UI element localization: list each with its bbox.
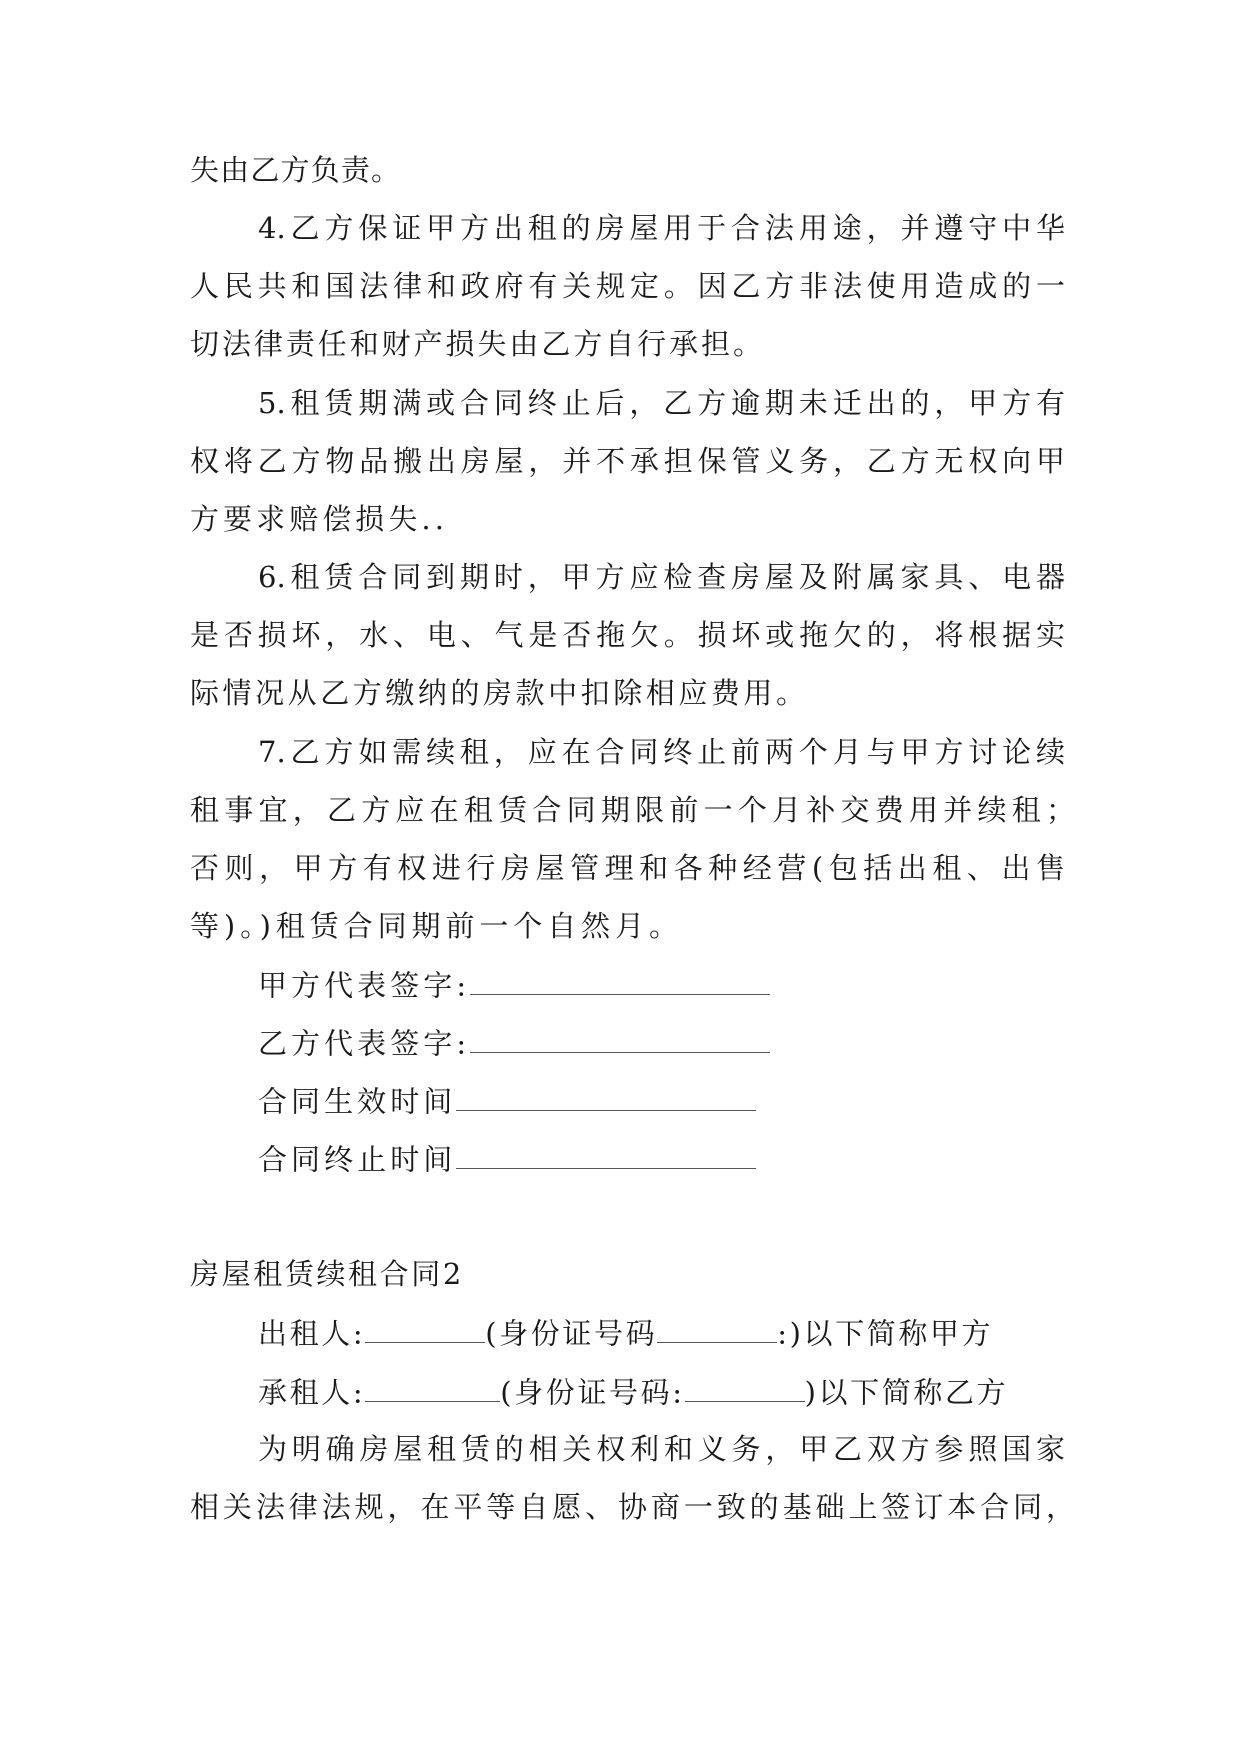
clause-7-line-4: 等)。)租赁合同期前一个自然月。 <box>190 909 678 943</box>
clause-6-line-1: 6.租赁合同到期时，甲方应检查房屋及附属家具、电器 <box>258 560 1065 594</box>
clause-6-line-3: 际情况从乙方缴纳的房款中扣除相应费用。 <box>190 676 805 710</box>
lessor-name-field[interactable] <box>365 1312 485 1343</box>
clause-5-line-2: 权将乙方物品搬出房屋，并不承担保管义务，乙方无权向甲 <box>190 444 1065 478</box>
party-b-signature-label: 乙方代表签字: <box>258 1026 471 1061</box>
party-a-signature-field[interactable] <box>470 964 770 995</box>
preamble-line-1: 为明确房屋租赁的相关权利和义务，甲乙双方参照国家 <box>258 1432 1065 1466</box>
lessor-id-field[interactable] <box>657 1312 777 1343</box>
clause-5-line-3: 方要求赔偿损失.. <box>190 502 448 536</box>
clause-7-line-1: 7.乙方如需续租，应在合同终止前两个月与甲方讨论续 <box>258 735 1065 769</box>
lessee-row <box>258 1371 1133 1411</box>
effective-date-label: 合同生效时间 <box>258 1084 457 1119</box>
lessee-id-field[interactable] <box>685 1371 805 1402</box>
lessor-id-label: (身份证号码 <box>485 1316 658 1351</box>
termination-date-label: 合同终止时间 <box>258 1142 457 1177</box>
effective-date-field[interactable] <box>456 1080 756 1111</box>
party-a-signature-row <box>258 964 1133 1004</box>
clause-4-line-3: 切法律责任和财产损失由乙方自行承担。 <box>190 327 762 361</box>
clause-7-line-2: 租事宜，乙方应在租赁合同期限前一个月补交费用并续租； <box>190 793 1075 827</box>
contract-2-title: 房屋租赁续租合同2 <box>190 1257 464 1291</box>
clause-7-line-3: 否则，甲方有权进行房屋管理和各种经营(包括出租、出售 <box>190 851 1065 885</box>
party-b-signature-field[interactable] <box>470 1022 770 1053</box>
lessee-suffix: )以下简称乙方 <box>804 1375 1009 1410</box>
lessor-suffix: :)以下简称甲方 <box>777 1316 994 1351</box>
effective-date-row <box>258 1080 1133 1120</box>
party-b-signature-row <box>258 1022 1133 1062</box>
lessor-label: 出租人: <box>258 1316 366 1351</box>
party-a-signature-label: 甲方代表签字: <box>258 968 471 1003</box>
clause-6-line-2: 是否损坏，水、电、气是否拖欠。损坏或拖欠的，将根据实 <box>190 618 1065 652</box>
clause-5-line-1: 5.租赁期满或合同终止后，乙方逾期未迁出的，甲方有 <box>258 386 1065 420</box>
clause-4-line-1: 4.乙方保证甲方出租的房屋用于合法用途，并遵守中华 <box>258 211 1065 245</box>
lessee-id-label: (身份证号码: <box>500 1375 685 1410</box>
continuation-text: 失由乙方负责。 <box>190 153 400 187</box>
clause-4-line-2: 人民共和国法律和政府有关规定。因乙方非法使用造成的一 <box>190 269 1065 303</box>
termination-date-field[interactable] <box>456 1138 756 1169</box>
lessor-row <box>258 1312 1133 1352</box>
lessee-name-field[interactable] <box>365 1371 500 1402</box>
lessee-label: 承租人: <box>258 1375 366 1410</box>
termination-date-row <box>258 1138 1133 1178</box>
preamble-line-2: 相关法律法规，在平等自愿、协商一致的基础上签订本合同， <box>190 1490 1075 1524</box>
